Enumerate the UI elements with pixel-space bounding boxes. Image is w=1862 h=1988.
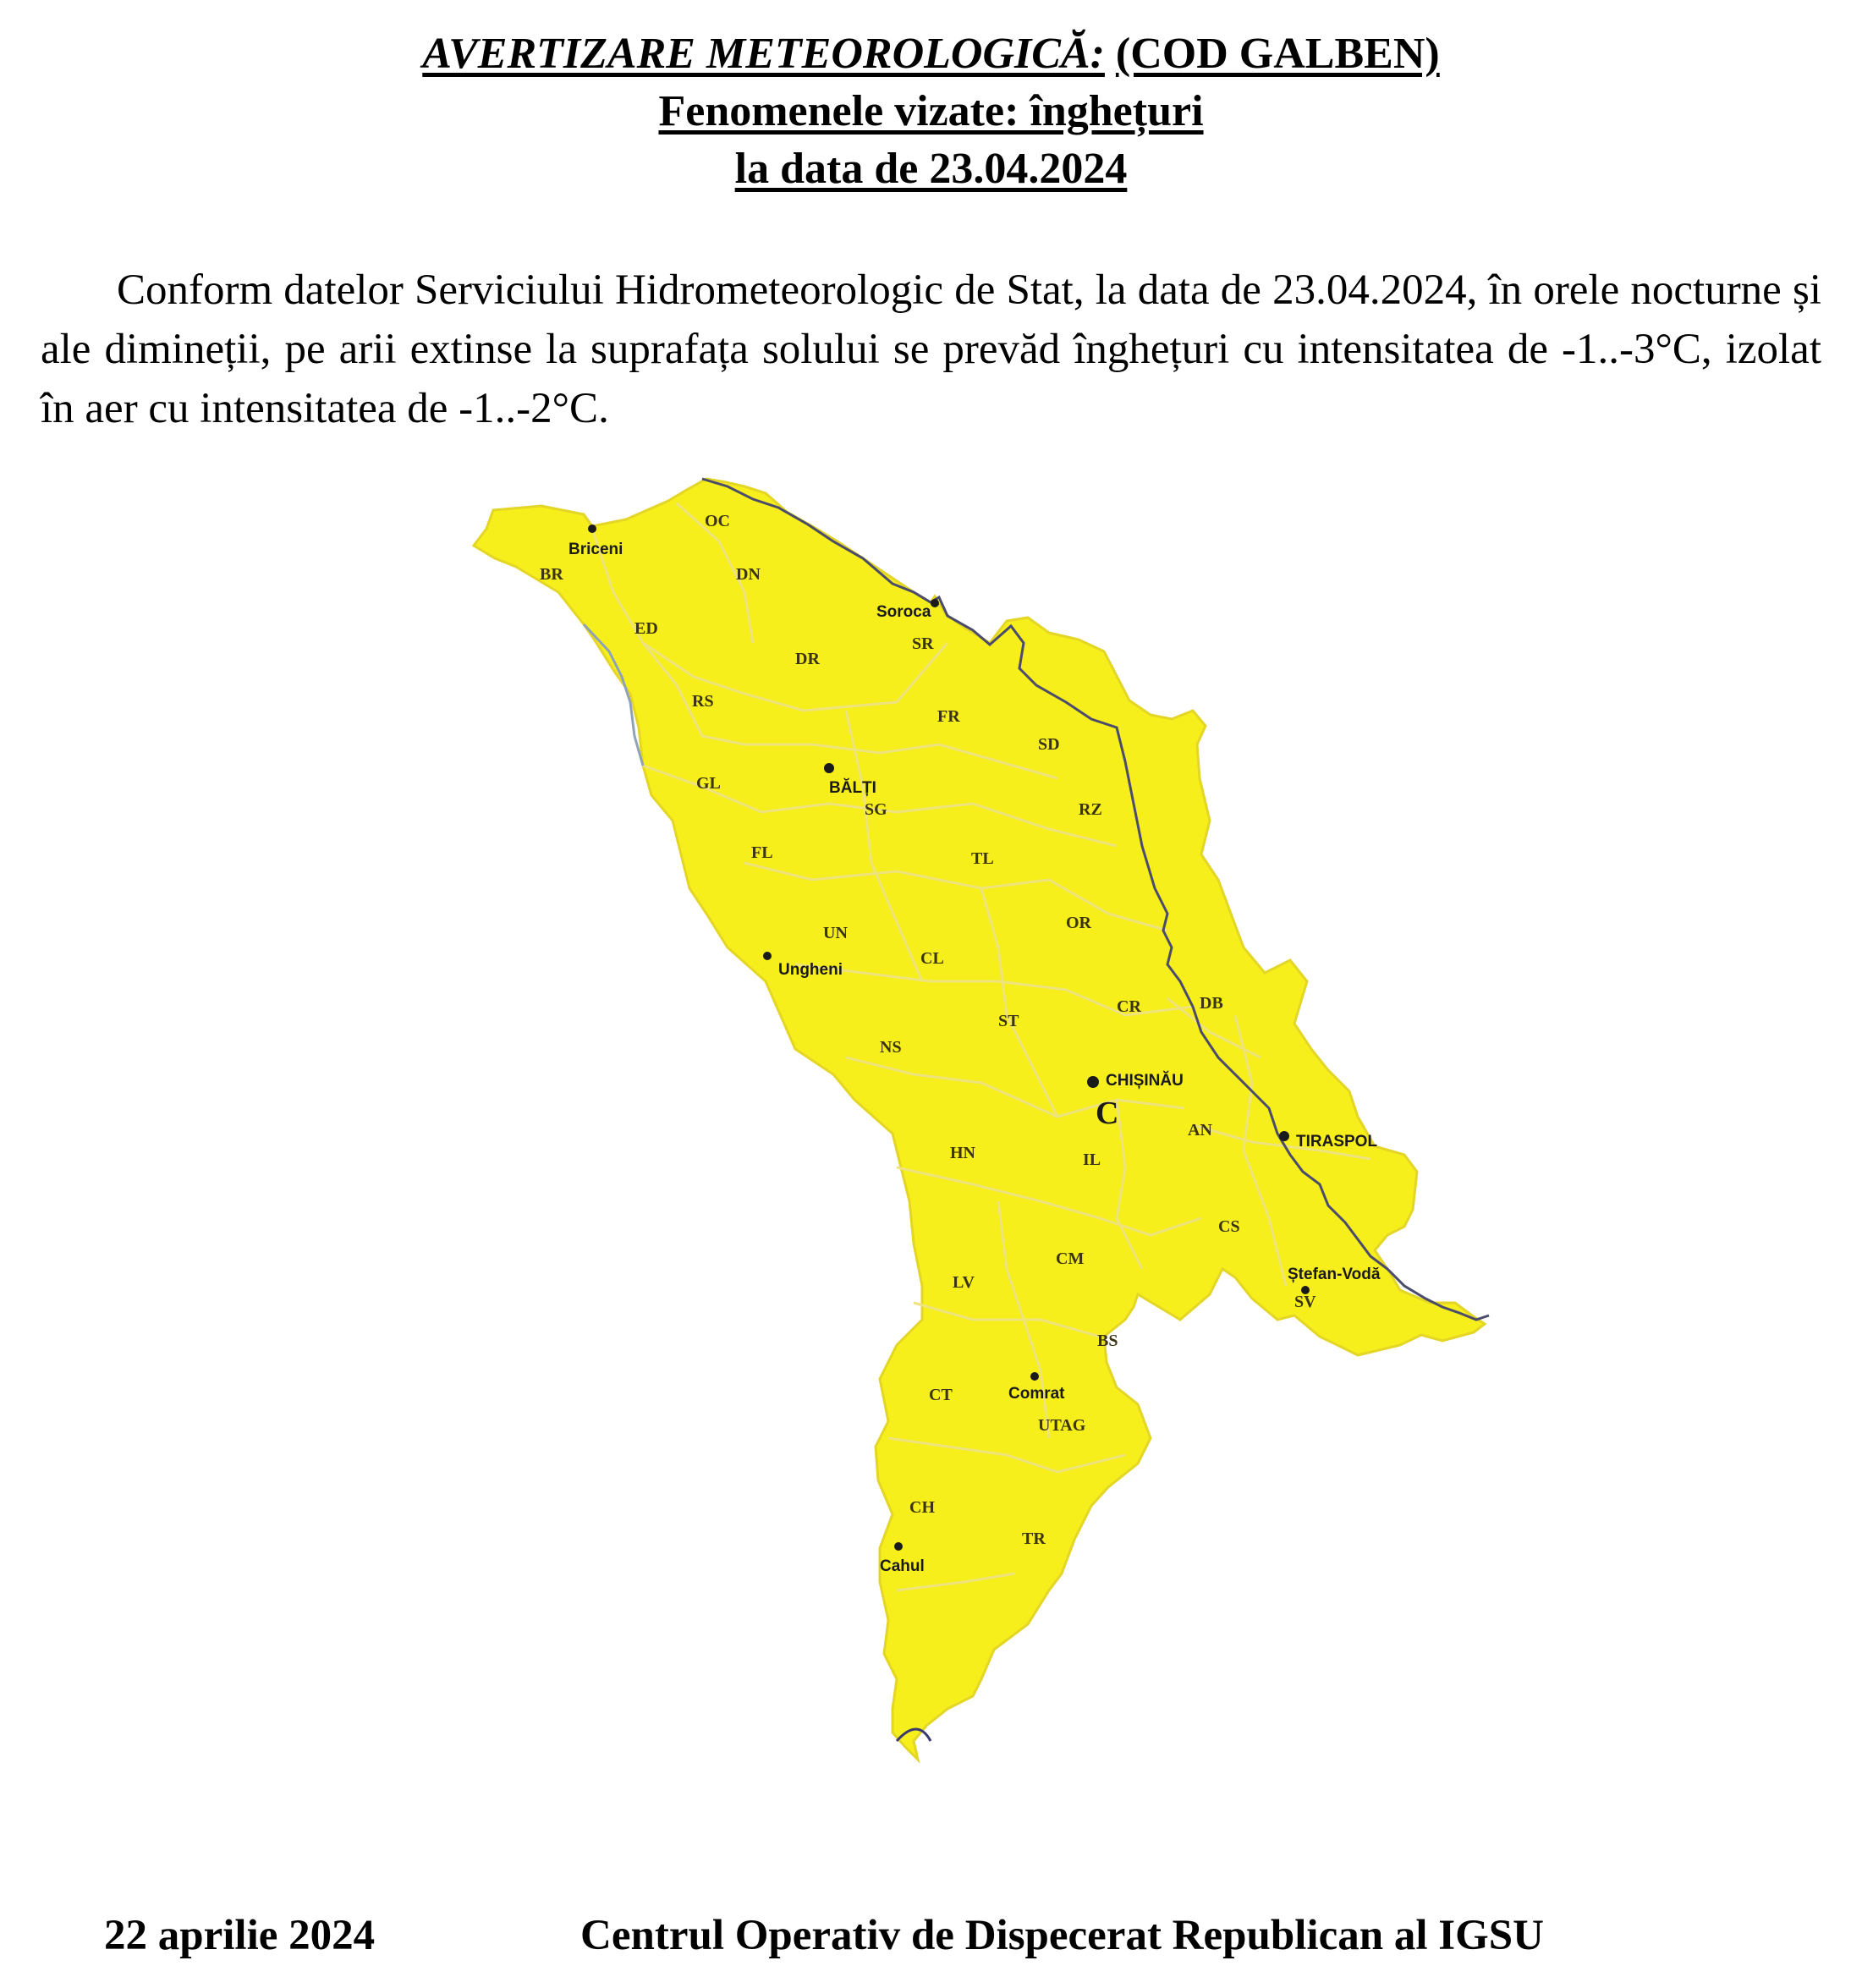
chisinau-marker: [1087, 1076, 1099, 1088]
forecast-paragraph: Conform datelor Serviciului Hidrometeorologic de Stat, la data de 23.04.2024, în orele nocturne și ale dimineții, pe arii extinse la suprafața solului se prevăd înghețuri cu intensitatea de -1..-3°C, izolat în aer cu intensitatea de -1..-2°C.: [41, 266, 1821, 432]
district-fr: FR: [937, 707, 960, 726]
district-utag: UTAG: [1038, 1416, 1086, 1435]
district-db: DB: [1200, 994, 1223, 1013]
capital-code-label: C: [1096, 1096, 1119, 1131]
comrat-label: Comrat: [1008, 1385, 1065, 1403]
district-hn: HN: [950, 1144, 975, 1162]
district-cr: CR: [1117, 997, 1141, 1016]
soroca-label: Soroca: [876, 603, 931, 621]
district-il: IL: [1083, 1151, 1101, 1169]
cahul-label: Cahul: [880, 1557, 925, 1575]
district-lv: LV: [953, 1273, 975, 1292]
tiraspol-marker: [1279, 1131, 1289, 1141]
district-ct: CT: [929, 1386, 953, 1404]
comrat-marker: [1030, 1372, 1039, 1381]
district-ch: CH: [909, 1498, 935, 1517]
district-sv: SV: [1294, 1293, 1316, 1311]
district-sg: SG: [865, 800, 887, 819]
district-sd: SD: [1038, 735, 1060, 754]
district-cl: CL: [920, 949, 944, 968]
issuer-name: Centrul Operativ de Dispecerat Republican al IGSU: [580, 1912, 1544, 1959]
district-cm: CM: [1056, 1249, 1085, 1268]
district-st: ST: [998, 1012, 1019, 1030]
district-bs: BS: [1097, 1332, 1118, 1350]
district-tl: TL: [971, 849, 994, 868]
warning-title: AVERTIZARE METEOROLOGICĂ:: [422, 30, 1105, 78]
briceni-marker: [588, 524, 596, 533]
ungheni-marker: [763, 952, 772, 960]
district-cs: CS: [1218, 1217, 1240, 1236]
district-dn: DN: [736, 565, 761, 584]
district-tr: TR: [1022, 1529, 1046, 1548]
district-ns: NS: [880, 1038, 902, 1057]
district-fl: FL: [751, 843, 773, 862]
district-sr: SR: [912, 634, 934, 653]
district-ed: ED: [634, 619, 658, 638]
district-rz: RZ: [1079, 800, 1102, 819]
briceni-label: Briceni: [568, 541, 623, 558]
balti-label: BĂLȚI: [829, 779, 876, 797]
district-an: AN: [1188, 1121, 1212, 1140]
chisinau-label: CHIȘINĂU: [1106, 1072, 1184, 1090]
phenomena-line: Fenomenele vizate: înghețuri: [658, 87, 1204, 135]
district-dr: DR: [795, 650, 820, 668]
district-or: OR: [1066, 914, 1091, 932]
district-gl: GL: [696, 774, 721, 793]
tiraspol-label: TIRASPOL: [1296, 1133, 1378, 1151]
district-oc: OC: [705, 512, 730, 530]
district-rs: RS: [692, 692, 714, 711]
stefan-voda-label: Ștefan-Vodă: [1288, 1266, 1381, 1283]
balti-marker: [824, 763, 834, 773]
soroca-marker: [931, 599, 939, 607]
date-line: la data de 23.04.2024: [734, 145, 1128, 193]
district-un: UN: [823, 924, 848, 942]
country-shape: [474, 479, 1485, 1760]
warning-code: (COD GALBEN): [1115, 30, 1440, 78]
ungheni-label: Ungheni: [778, 961, 843, 979]
cahul-marker: [894, 1542, 903, 1551]
issue-date: 22 aprilie 2024: [104, 1912, 376, 1959]
district-br: BR: [540, 565, 563, 584]
